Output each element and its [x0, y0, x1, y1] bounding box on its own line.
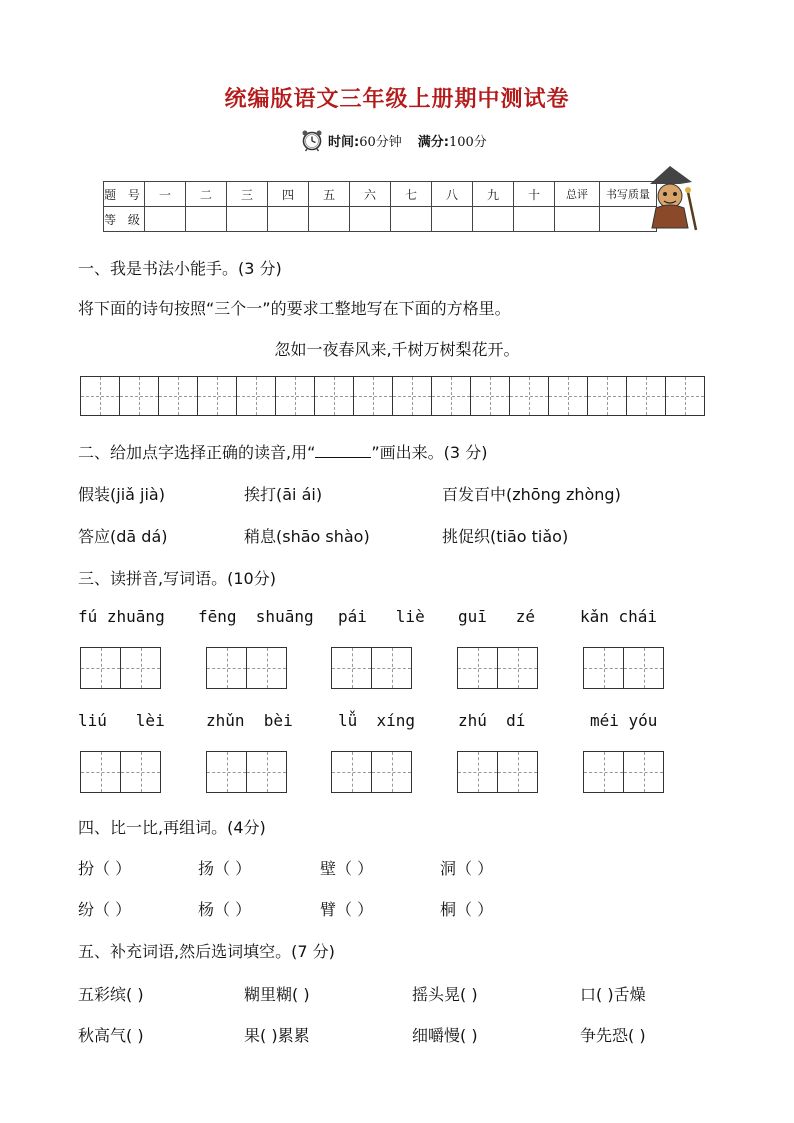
writing-cell[interactable]: [626, 376, 666, 416]
writing-cell[interactable]: [197, 376, 237, 416]
row-label-number: 题 号: [104, 182, 145, 207]
fill-item[interactable]: 糊里糊( ): [244, 985, 310, 1004]
alarm-clock-icon: [300, 128, 324, 152]
pinyin-label: zhǔn bèi: [206, 711, 293, 730]
col-header: 五: [309, 182, 350, 207]
answer-box[interactable]: [331, 647, 412, 689]
compare-item[interactable]: 扬（ ）: [198, 859, 252, 878]
pinyin-label: fú zhuāng: [78, 607, 165, 626]
grade-cell: [555, 207, 600, 232]
section2-heading: [78, 440, 487, 463]
poem-line: 忽如一夜春风来,千树万树梨花开。: [274, 340, 520, 359]
compare-item[interactable]: 桐（ ）: [440, 900, 494, 919]
pinyin-label: fēng shuāng: [198, 607, 314, 626]
answer-box[interactable]: [457, 751, 538, 793]
col-header: 总评: [555, 182, 600, 207]
answer-box[interactable]: [583, 647, 664, 689]
fill-row-2: [78, 1023, 646, 1046]
reading-item[interactable]: 挨打(āi ái): [244, 485, 323, 504]
pinyin-label: méi yóu: [590, 711, 658, 730]
writing-cell[interactable]: [665, 376, 705, 416]
wizard-mascot-icon: [640, 162, 700, 234]
section2-heading-pre: 二、给加点字选择正确的读音,用“: [78, 443, 316, 462]
col-header: 六: [350, 182, 391, 207]
row-label-grade: 等 级: [104, 207, 145, 232]
section3-heading: 三、读拼音,写词语。(10分): [78, 569, 276, 588]
reading-item[interactable]: 稍息(shāo shào): [244, 527, 370, 546]
col-header: 三: [227, 182, 268, 207]
pinyin-label: pái liè: [338, 607, 425, 626]
grade-cell: [309, 207, 350, 232]
exam-meta: [300, 128, 503, 152]
answer-box[interactable]: [457, 647, 538, 689]
answer-box[interactable]: [206, 647, 287, 689]
reading-row-2: [78, 524, 568, 547]
grade-cell: [391, 207, 432, 232]
writing-cell[interactable]: [548, 376, 588, 416]
pinyin-label: lǚ xíng: [338, 711, 416, 730]
col-header: 书写质量: [600, 182, 657, 207]
col-header: 九: [473, 182, 514, 207]
fill-item[interactable]: 摇头晃( ): [412, 985, 478, 1004]
col-header: 一: [145, 182, 186, 207]
grade-cell: [350, 207, 391, 232]
grade-cell: [227, 207, 268, 232]
section5-heading: 五、补充词语,然后选词填空。(7 分): [78, 942, 335, 961]
pinyin-label: kǎn chái: [580, 607, 658, 626]
fill-row-1: [78, 982, 646, 1005]
compare-item[interactable]: 扮（ ）: [78, 859, 132, 878]
fill-item[interactable]: 五彩缤( ): [78, 985, 144, 1004]
compare-item[interactable]: 纷（ ）: [78, 900, 132, 919]
answer-box[interactable]: [583, 751, 664, 793]
writing-cell[interactable]: [509, 376, 549, 416]
fill-item[interactable]: 争先恐( ): [580, 1026, 646, 1045]
pinyin-row-2: [78, 711, 778, 733]
reading-item[interactable]: 假装(jiǎ jià): [78, 485, 165, 504]
reading-item[interactable]: 答应(dā dá): [78, 527, 168, 546]
writing-cell[interactable]: [119, 376, 159, 416]
grade-cell: [186, 207, 227, 232]
writing-cell[interactable]: [236, 376, 276, 416]
score-label: 满分:: [417, 134, 449, 150]
writing-cell[interactable]: [158, 376, 198, 416]
writing-cell[interactable]: [314, 376, 354, 416]
col-header: 八: [432, 182, 473, 207]
score-value: 100分: [448, 134, 487, 150]
section1-instruction: 将下面的诗句按照“三个一”的要求工整地写在下面的方格里。: [78, 299, 511, 318]
writing-cell[interactable]: [587, 376, 627, 416]
grade-cell: [145, 207, 186, 232]
time-label: 时间:: [328, 134, 360, 150]
writing-cell[interactable]: [392, 376, 432, 416]
col-header: 七: [391, 182, 432, 207]
fill-item[interactable]: 果( )累累: [244, 1026, 310, 1045]
score-table: [103, 181, 657, 232]
grade-cell: [268, 207, 309, 232]
compare-row-1: [78, 856, 493, 879]
reading-row-1: [78, 482, 621, 505]
writing-cell[interactable]: [431, 376, 471, 416]
answer-box[interactable]: [80, 647, 161, 689]
col-header: 四: [268, 182, 309, 207]
compare-item[interactable]: 杨（ ）: [198, 900, 252, 919]
writing-grid: [80, 376, 705, 416]
section1-heading: 一、我是书法小能手。(3 分): [78, 259, 282, 278]
grade-cell: [473, 207, 514, 232]
section4-heading: 四、比一比,再组词。(4分): [78, 818, 266, 837]
compare-item[interactable]: 壁（ ）: [320, 859, 374, 878]
section2-heading-post: ”画出来。(3 分): [371, 443, 488, 462]
col-header: 十: [514, 182, 555, 207]
grade-cell: [514, 207, 555, 232]
page-title: 统编版语文三年级上册期中测试卷: [224, 87, 570, 112]
fill-item[interactable]: 细嚼慢( ): [412, 1026, 478, 1045]
time-value: 60分钟: [359, 134, 402, 150]
grade-cell: [432, 207, 473, 232]
compare-item[interactable]: 洞（ ）: [440, 859, 494, 878]
pinyin-label: guī zé: [458, 607, 536, 626]
underline-blank: [315, 443, 371, 458]
pinyin-row-1: [78, 607, 778, 629]
writing-cell[interactable]: [470, 376, 510, 416]
col-header: 二: [186, 182, 227, 207]
answer-box[interactable]: [80, 751, 161, 793]
pinyin-label: zhú dí: [458, 711, 526, 730]
fill-item[interactable]: 口( )舌燥: [580, 985, 646, 1004]
compare-item[interactable]: 臂（ ）: [320, 900, 374, 919]
writing-cell[interactable]: [275, 376, 315, 416]
pinyin-label: liú lèi: [78, 711, 165, 730]
compare-row-2: [78, 897, 493, 920]
reading-item[interactable]: 挑促织(tiāo tiǎo): [442, 527, 569, 546]
writing-cell[interactable]: [80, 376, 120, 416]
reading-item[interactable]: 百发百中(zhōng zhòng): [442, 485, 621, 504]
answer-box[interactable]: [331, 751, 412, 793]
writing-cell[interactable]: [353, 376, 393, 416]
answer-box[interactable]: [206, 751, 287, 793]
fill-item[interactable]: 秋高气( ): [78, 1026, 144, 1045]
